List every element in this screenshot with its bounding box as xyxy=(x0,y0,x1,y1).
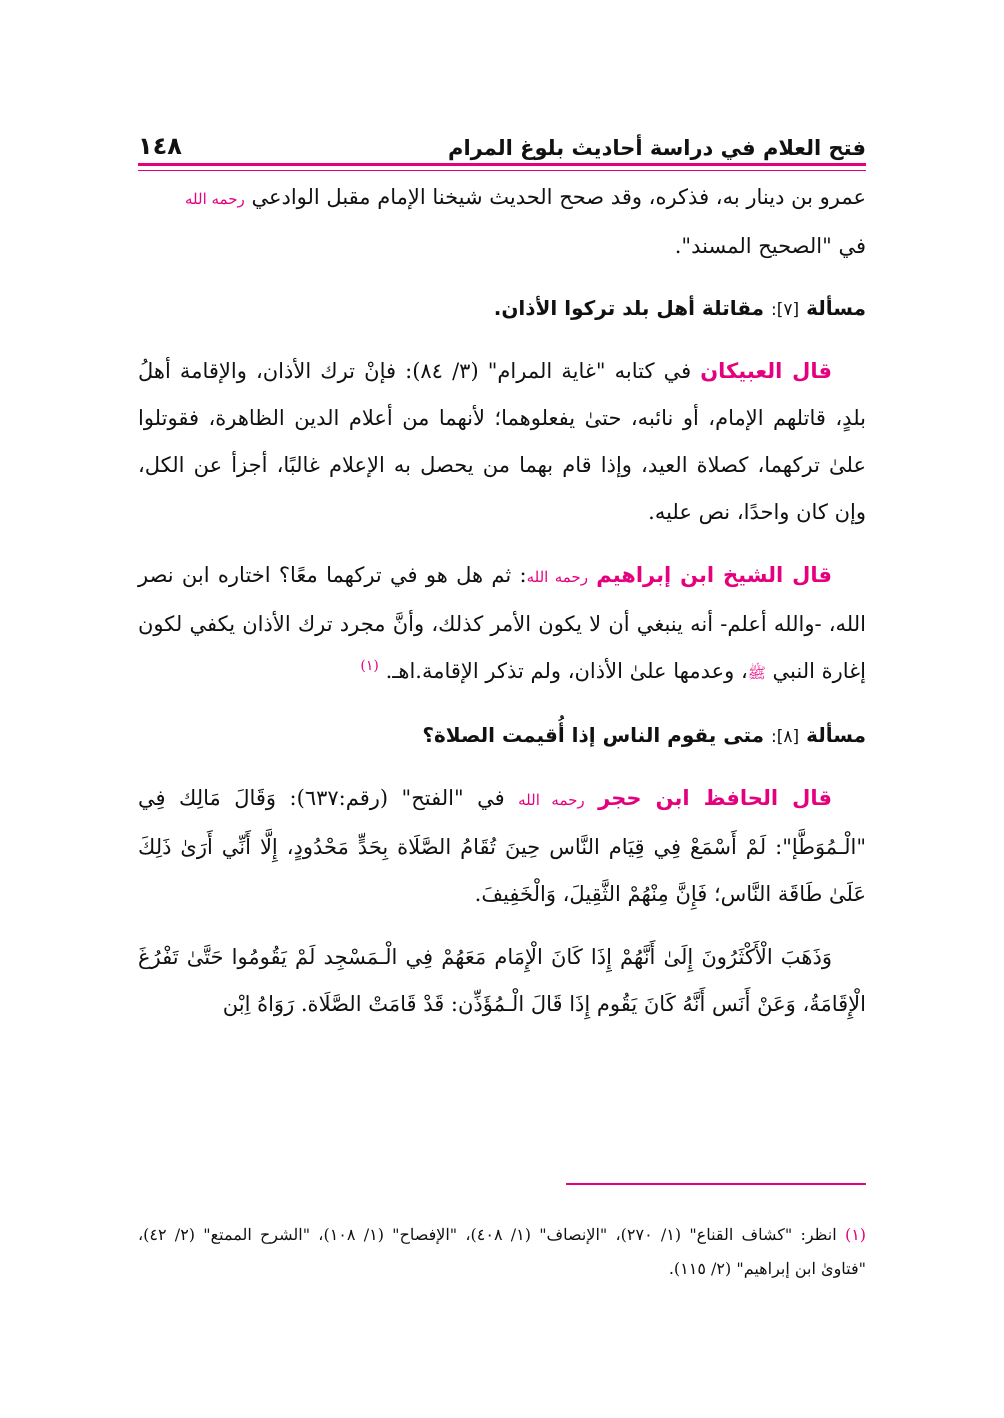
paragraph-4 xyxy=(138,775,866,918)
issue-number: [٧]: xyxy=(770,300,800,320)
body-text xyxy=(138,174,866,1044)
paragraph-1 xyxy=(138,174,866,270)
issue-7-heading xyxy=(138,286,866,332)
issue-number: [٨]: xyxy=(770,727,800,747)
paragraph-1-text: عمرو بن دينار به، فذكره، وقد صحح الحديث شيخنا الإمام مقبل الوادعي xyxy=(251,185,866,209)
footnote xyxy=(138,1218,866,1286)
paragraph-5-text: وَذَهَبَ الْأَكْثَرُونَ إِلَىٰ أَنَّهُمْ إِذَا كَانَ الْإِمَام مَعَهُمْ فِي الْـمَسْجِد لَمْ يَقُومُوا حَتَّىٰ تَفْرُغَ الْإِقَامَةُ، وَعَنْ أَنَس أَنَّهُ كَانَ يَقُوم إِذَا قَالَ الْـمُؤَذِّن: قَدْ قَامَتْ الصَّلَاة. رَوَاهُ اِبْن xyxy=(138,945,866,1016)
paragraph-3-text: : ثم هل هو في تركهما معًا؟ اختاره ابن نصر الله، -والله أعلم- أنه ينبغي أن لا يكون الأمر كذلك، وأنَّ مجرد ترك الأذان يكفي لكون إغارة النبي xyxy=(138,563,866,683)
paragraph-4-text: في "الفتح" (رقم:٦٣٧): وَقَالَ مَالِك فِي "الْـمُوَطَّإ": لَمْ أَسْمَعْ فِي قِيَام النَّاس حِينَ تُقَامُ الصَّلَاة بِحَدٍّ مَحْدُودٍ، إِلَّا أَنِّي أَرَىٰ ذَلِكَ عَلَىٰ طَاقَة النَّاس؛ فَإِنَّ مِنْهُمْ الثَّقِيلَ، وَالْخَفِيفَ. xyxy=(138,786,866,906)
issue-title: مقاتلة أهل بلد تركوا الأذان. xyxy=(493,296,765,320)
footnote-reference[interactable]: (١) xyxy=(360,658,379,674)
page-number: ١٤٨ xyxy=(138,132,182,160)
speaker-name: قال الشيخ ابن إبراهيم xyxy=(596,563,832,587)
paragraph-2 xyxy=(138,348,866,536)
speaker-name: قال الحافظ ابن حجر xyxy=(598,786,832,810)
issue-8-heading xyxy=(138,713,866,759)
honorific: رحمه الله xyxy=(526,568,588,586)
book-title: فتح العلام في دراسة أحاديث بلوغ المرام xyxy=(448,136,866,160)
honorific: رحمه الله xyxy=(185,190,245,208)
paragraph-2-text: في كتابه "غاية المرام" (٣/ ٨٤): فإنْ ترك الأذان، والإقامة أهلُ بلدٍ، قاتلهم الإمام، أو نائبه، حتىٰ يفعلوهما؛ لأنهما من أعلام الدين الظاهرة، فقوتلوا علىٰ تركهما، كصلاة العيد، وإذا قام بهما من يحصل به الإعلام غالبًا، أجزأ عن الكل، وإن كان واحدًا، نص عليه. xyxy=(138,359,866,524)
issue-title: متى يقوم الناس إذا أُقيمت الصلاة؟ xyxy=(422,723,765,747)
honorific: رحمه الله xyxy=(518,791,585,809)
paragraph-1-text-2: في "الصحيح المسند". xyxy=(674,234,866,258)
issue-label: مسألة xyxy=(806,296,866,320)
footnote-number: (١) xyxy=(844,1225,867,1244)
footnote-separator xyxy=(566,1183,866,1185)
header-rule-thin xyxy=(138,170,866,171)
page xyxy=(138,110,866,1358)
speaker-name: قال العبيكان xyxy=(700,359,832,383)
paragraph-3 xyxy=(138,552,866,697)
salutation-glyph: ﷺ xyxy=(747,664,766,682)
running-header xyxy=(138,120,866,160)
paragraph-3-text-2: ، وعدمها علىٰ الأذان، ولم تذكر الإقامة.اهـ. xyxy=(385,659,748,683)
paragraph-5 xyxy=(138,934,866,1028)
footnote-text: انظر: "كشاف القناع" (١/ ٢٧٠)، "الإنصاف" (١/ ٤٠٨)، "الإفصاح" (١/ ١٠٨)، "الشرح الممتع" (٢/ ٤٢)، "فتاوىٰ ابن إبراهيم" (٢/ ١١٥). xyxy=(138,1225,866,1278)
issue-label: مسألة xyxy=(806,723,866,747)
header-rule-thick xyxy=(138,163,866,166)
